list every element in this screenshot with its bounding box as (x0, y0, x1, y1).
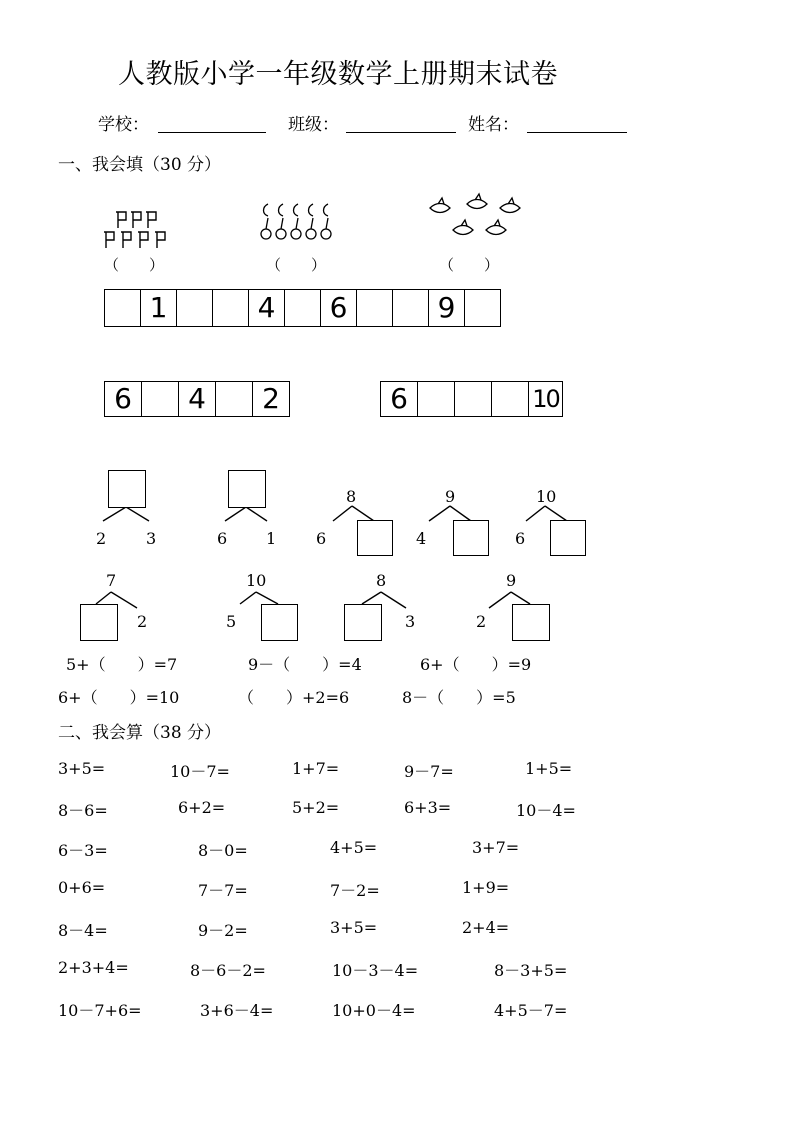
bond-part: 6 (316, 529, 327, 548)
bond-answer-box[interactable] (80, 604, 118, 641)
page-title: 人教版小学一年级数学上册期末试卷 (118, 59, 558, 90)
class-label: 班级： (288, 115, 339, 135)
bond-total: 10 (246, 571, 267, 590)
calc-item[interactable]: 2+4= (462, 918, 510, 937)
calc-item[interactable]: 8－6= (58, 801, 108, 820)
strip2-cell[interactable] (142, 382, 179, 416)
bird-icons (430, 194, 520, 235)
strip3-cell[interactable] (455, 382, 492, 416)
calc-item[interactable]: 1+9= (462, 878, 510, 897)
bond-answer-box[interactable] (357, 520, 393, 556)
bond-part: 6 (515, 529, 526, 548)
flag-icons (104, 212, 165, 248)
fill-equation[interactable]: （ ）+2=6 (238, 688, 350, 707)
calc-item[interactable]: 10－7= (170, 762, 230, 781)
bond-part: 6 (217, 529, 228, 548)
calc-item[interactable]: 9－7= (404, 762, 454, 781)
strip3-cell[interactable] (492, 382, 529, 416)
bond-part: 3 (146, 529, 157, 548)
strip1-cell[interactable] (465, 290, 500, 326)
calc-item[interactable]: 1+5= (525, 759, 573, 778)
strip1-cell: 6 (321, 290, 357, 326)
calc-item[interactable]: 6+2= (178, 798, 226, 817)
bond-answer-box[interactable] (108, 470, 146, 508)
bond-answer-box[interactable] (550, 520, 586, 556)
bond-part: 2 (476, 612, 487, 631)
bond-part: 2 (96, 529, 107, 548)
calc-item[interactable]: 1+7= (292, 759, 340, 778)
bond-part: 2 (137, 612, 148, 631)
number-strip-3 (380, 381, 563, 417)
cherry-icons (261, 204, 331, 239)
fill-equation[interactable]: 8－（ ）=5 (402, 688, 516, 707)
strip1-cell[interactable] (213, 290, 249, 326)
bond-total: 7 (106, 571, 117, 590)
bond-total: 8 (376, 571, 387, 590)
strip1-cell[interactable] (357, 290, 393, 326)
strip3-cell[interactable] (418, 382, 455, 416)
calc-item[interactable]: 3+5= (330, 918, 378, 937)
strip3-cell: 10 (532, 385, 559, 413)
name-label: 姓名： (468, 115, 519, 135)
calc-item[interactable]: 9－2= (198, 921, 248, 940)
answer-paren-flags[interactable]: （ ） (104, 256, 165, 274)
number-strip-2 (104, 381, 290, 417)
bond-answer-box[interactable] (453, 520, 489, 556)
number-strip-1 (104, 289, 501, 327)
calc-item[interactable]: 6－3= (58, 841, 108, 860)
fill-equation[interactable]: 6+（ ）=10 (58, 688, 180, 707)
bond-answer-box[interactable] (344, 604, 382, 641)
strip2-cell: 4 (179, 382, 216, 416)
calc-item[interactable]: 10－7+6= (58, 1001, 142, 1020)
calc-item[interactable]: 2+3+4= (58, 958, 129, 977)
strip1-cell[interactable] (105, 290, 141, 326)
calc-item[interactable]: 8－4= (58, 921, 108, 940)
fill-equation[interactable]: 6+（ ）=9 (420, 655, 532, 674)
bond-part: 4 (416, 529, 427, 548)
calc-item[interactable]: 5+2= (292, 798, 340, 817)
calc-item[interactable]: 0+6= (58, 878, 106, 897)
calc-item[interactable]: 4+5－7= (494, 1001, 568, 1020)
calc-item[interactable]: 3+6－4= (200, 1001, 274, 1020)
calc-item[interactable]: 10+0－4= (332, 1001, 416, 1020)
section1-heading: 一、我会填（30 分） (58, 155, 222, 175)
bond-answer-box[interactable] (512, 604, 550, 641)
calc-item[interactable]: 10－3－4= (332, 961, 419, 980)
strip2-cell[interactable] (216, 382, 253, 416)
strip1-cell: 4 (249, 290, 285, 326)
bond-answer-box[interactable] (261, 604, 298, 641)
calc-item[interactable]: 8－0= (198, 841, 248, 860)
answer-paren-cherries[interactable]: （ ） (266, 256, 327, 274)
bond-lines (96, 506, 567, 608)
calc-item[interactable]: 8－6－2= (190, 961, 266, 980)
school-label: 学校： (98, 115, 149, 135)
fill-equation[interactable]: 5+（ ）=7 (66, 655, 178, 674)
answer-paren-birds[interactable]: （ ） (439, 256, 500, 274)
section2-heading: 二、我会算（38 分） (58, 723, 222, 743)
calc-item[interactable]: 7－2= (330, 881, 380, 900)
strip1-cell[interactable] (285, 290, 321, 326)
bond-total: 10 (536, 487, 557, 506)
strip1-cell[interactable] (177, 290, 213, 326)
bond-total: 9 (445, 487, 456, 506)
bond-part: 5 (226, 612, 237, 631)
calc-item[interactable]: 7－7= (198, 881, 248, 900)
fill-equation[interactable]: 9－（ ）=4 (248, 655, 362, 674)
bond-total: 9 (506, 571, 517, 590)
strip3-cell: 6 (381, 382, 418, 416)
calc-item[interactable]: 4+5= (330, 838, 378, 857)
calc-item[interactable]: 3+7= (472, 838, 520, 857)
strip1-cell: 9 (429, 290, 465, 326)
bond-part: 3 (405, 612, 416, 631)
bond-answer-box[interactable] (228, 470, 266, 508)
strip2-cell: 6 (105, 382, 142, 416)
strip2-cell: 2 (262, 382, 280, 415)
strip1-cell[interactable] (393, 290, 429, 326)
bond-part: 1 (266, 529, 277, 548)
bond-total: 8 (346, 487, 357, 506)
calc-item[interactable]: 3+5= (58, 759, 106, 778)
calc-item[interactable]: 8－3+5= (494, 961, 568, 980)
calc-item[interactable]: 10－4= (516, 801, 576, 820)
strip1-cell: 1 (141, 290, 177, 326)
calc-item[interactable]: 6+3= (404, 798, 452, 817)
